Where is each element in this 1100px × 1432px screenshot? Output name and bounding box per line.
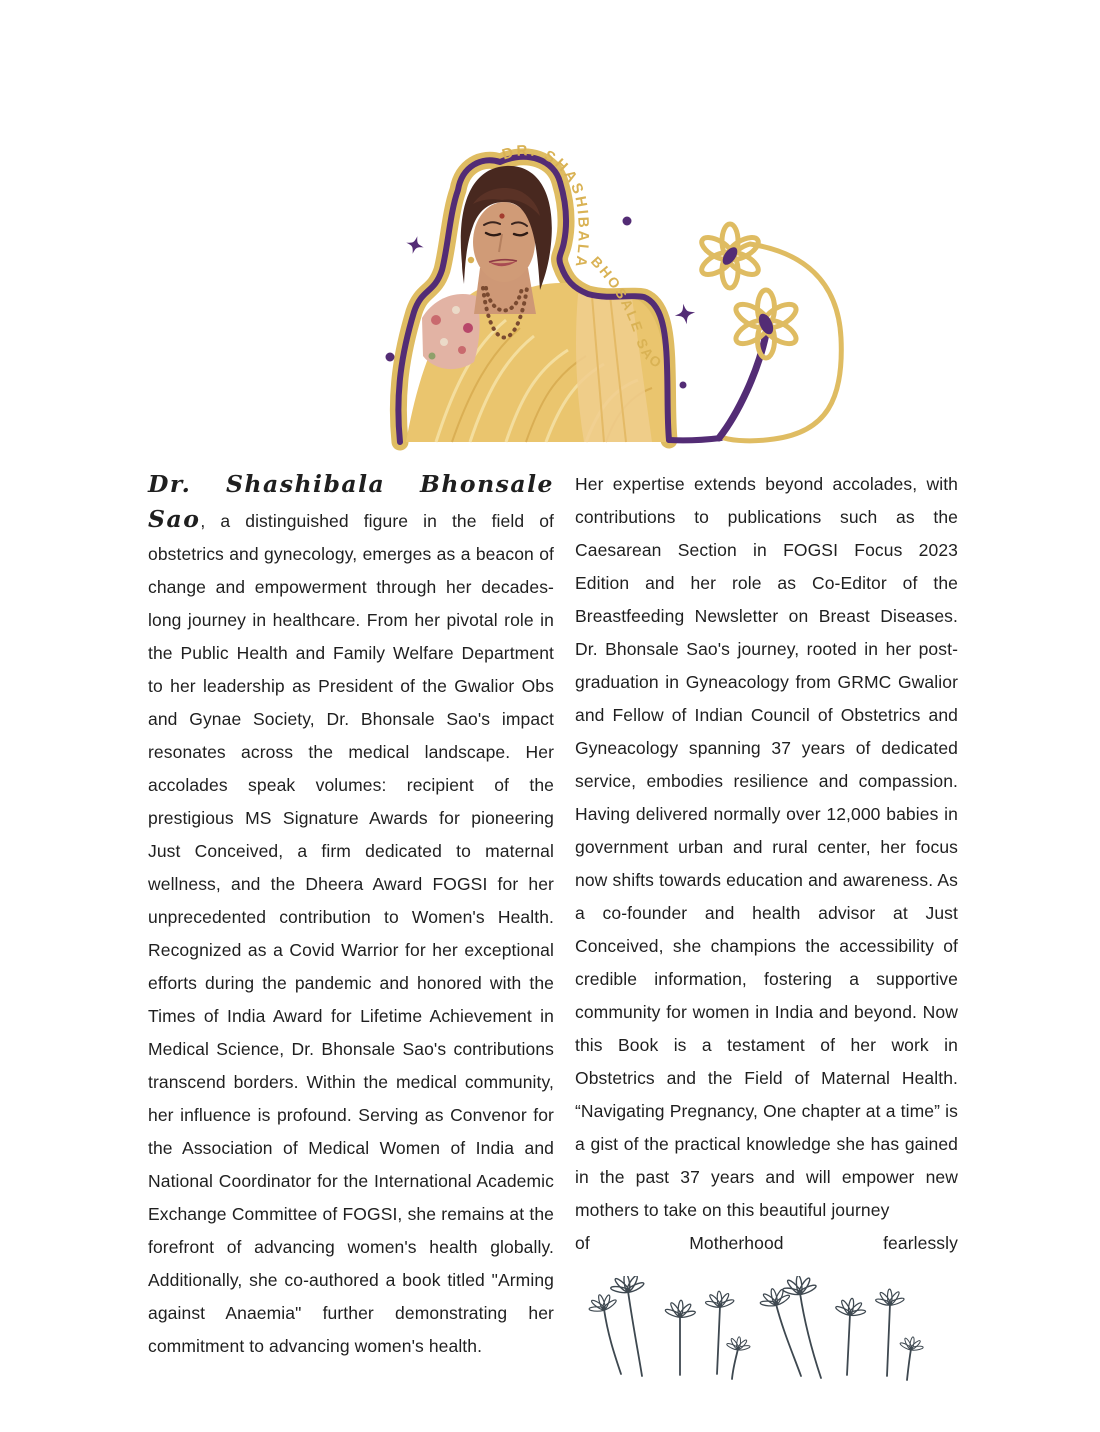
- bio-paragraph-left: [148, 468, 554, 1363]
- earring: [468, 257, 474, 263]
- doodle-dot: [680, 382, 687, 389]
- right-column: [575, 468, 958, 1260]
- closing-word: of: [575, 1233, 590, 1253]
- doctor-name: Dr. Shashibala Bhonsale Sao: [148, 470, 554, 533]
- arc-name-line2: BHOSALE SAO: [587, 253, 667, 373]
- left-column: [148, 468, 554, 1363]
- arc-name-line1: DR. SHASHIBALA: [500, 142, 592, 271]
- closing-word: fearlessly: [883, 1233, 958, 1253]
- left-body-text: distinguished figure in the field of obstetrics and gynecology, emerges as a beacon of change and empowerment through her decades-long journey in healthcare. From her pivotal role in the Public Health and Family Welfare Department to her leadership as President of the Gwalior Obs and Gynae Society, Dr. Bhonsale Sao's impact resonates across the medical landscape. Her accolades speak volumes: recipient of the prestigious MS Signature Awards for pioneering Just Conceived, a firm dedicated to maternal wellness, and the Dheera Award FOGSI for her unprecedented contribution to Women's Health. Recognized as a Covid Warrior for her exceptional efforts during the pandemic and honored with the Times of India Award for Lifetime Achievement in Medical Science, Dr. Bhonsale Sao's contributions transcend borders. Within the medical community, her influence is profound. Serving as Convenor for the Association of Medical Women of India and National Coordinator for the International Academic Exchange Committee of FOGSI, she remains at the forefront of advancing women's health globally. Additionally, she co-authored a book titled "Arming against Anaemia" further demonstrating her commitment to advancing women's health.: [148, 511, 554, 1356]
- closing-word: Motherhood: [689, 1233, 784, 1253]
- sparkle-star-icon: [404, 234, 426, 256]
- bio-paragraph-right: Her expertise extends beyond accolades, with contributions to publications such as the Caesarean Section in FOGSI Focus 2023 Edition and her role as Co-Editor of the Breastfeeding Newsletter on Breast Diseases. Dr. Bhonsale Sao's journey, rooted in her post-graduation in Gyneacology from GRMC Gwalior and Fellow of Indian Council of Obstetrics and Gyneacology spanning 37 years of dedicated service, embodies resilience and compassion. Having delivered normally over 12,000 babies in government urban and rural center, her focus now shifts towards education and awareness. As a co-founder and health advisor at Just Conceived, she champions the accessibility of credible information, fostering a supportive community for women in India and beyond. Now this Book is a testament of her work in Obstetrics and the Field of Maternal Health. “Navigating Pregnancy, One chapter at a time” is a gist of the practical knowledge she has gained in the past 37 years and will empower new mothers to take on this beautiful journey: [575, 474, 958, 1220]
- lead-tail: , a: [200, 511, 231, 531]
- hero-outline-purple-bottom: [669, 438, 721, 440]
- doodle-dot: [623, 217, 632, 226]
- doodle-dot: [386, 353, 395, 362]
- sketch-flowers: [583, 1276, 963, 1426]
- sparkle-star-icon: [673, 302, 697, 326]
- closing-line: [575, 1227, 958, 1260]
- bindi: [499, 213, 504, 218]
- daisy-icon: [698, 224, 761, 288]
- hero-illustration: [378, 142, 858, 457]
